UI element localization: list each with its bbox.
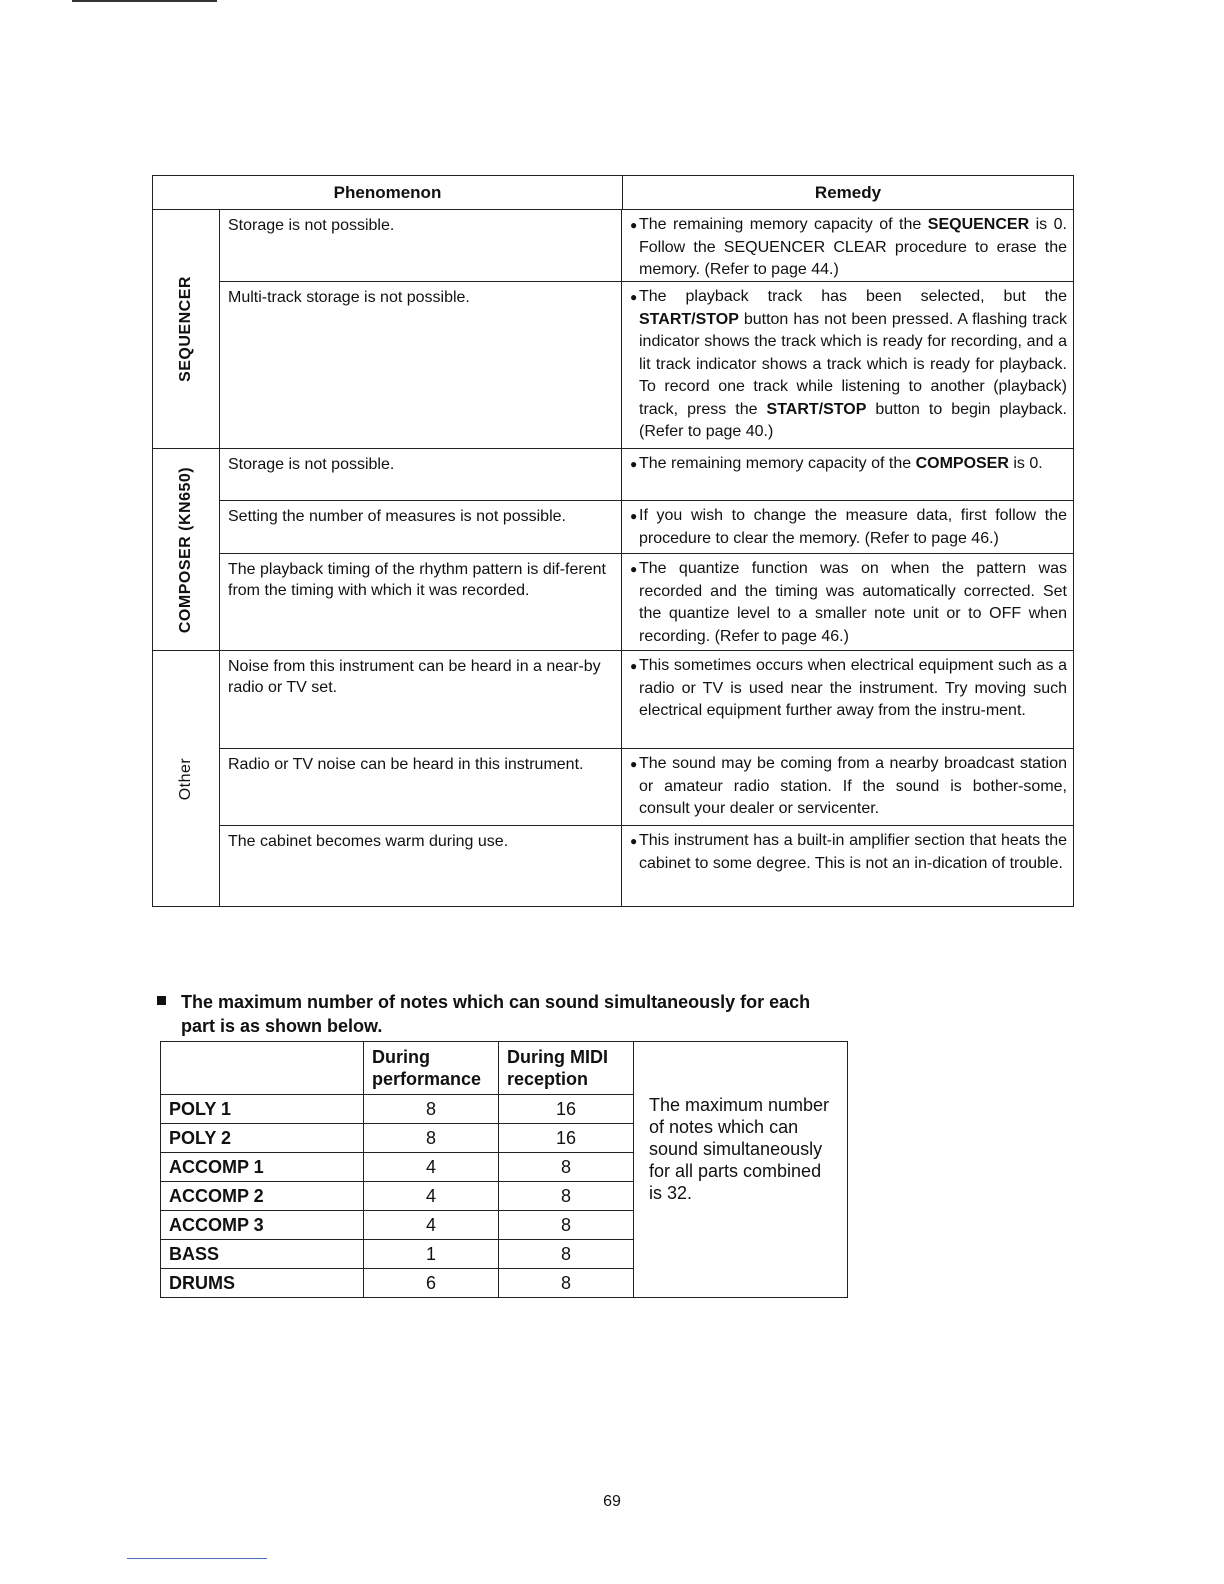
remedy-text: The remaining memory capacity of the: [639, 455, 916, 472]
part-name: ACCOMP 1: [161, 1153, 364, 1182]
remedy-cell: [622, 749, 1073, 825]
midi-value: 16: [499, 1124, 634, 1153]
table-row: [220, 210, 1073, 281]
phenomenon-cell: Radio or TV noise can be heard in this instrument.: [220, 749, 622, 825]
performance-header: During performance: [364, 1042, 499, 1095]
page-number: 69: [603, 1493, 621, 1510]
remedy-bold-text: COMPOSER: [915, 455, 1009, 472]
bullet-icon: ●: [630, 659, 638, 673]
remedy-cell: [622, 210, 1073, 281]
part-name: POLY 2: [161, 1124, 364, 1153]
remedy-cell: [622, 282, 1073, 448]
table-header: [152, 175, 1074, 210]
square-bullet-icon: [157, 996, 166, 1005]
performance-value: 4: [364, 1153, 499, 1182]
remedy-text: The quantize function was on when the pattern was recorded and the timing was automatically corrected. Set the quantize level to a smaller note unit or to OFF when recording. (Refer to page 46.): [639, 560, 1067, 645]
remedy-bold-text: START/STOP: [639, 310, 739, 328]
remedy-text: button has not been pressed. A flashing track indicator shows the track which is ready for recording, and a lit track indicator shows a track which is ready for playback. To record one track while listening to another (playback) track, press the: [639, 310, 1067, 418]
bullet-icon: ●: [630, 457, 638, 471]
remedy-cell: [622, 554, 1073, 650]
category-cell: [153, 449, 220, 650]
phenomenon-cell: Noise from this instrument can be heard in a near-by radio or TV set.: [220, 651, 622, 748]
part-name: BASS: [161, 1240, 364, 1269]
remedy-text: button to begin playback. (Refer to page 40.): [639, 400, 1067, 440]
phenomenon-header: Phenomenon: [153, 176, 623, 209]
remedy-text: is 0.: [1008, 455, 1043, 472]
remedy-cell: [622, 826, 1073, 906]
category-label-other: Other: [177, 757, 194, 800]
top-rule: [72, 0, 217, 2]
side-note: The maximum number of notes which can sound simultaneously for all parts combined is 32.: [634, 1042, 848, 1298]
performance-value: 4: [364, 1211, 499, 1240]
midi-value: 8: [499, 1240, 634, 1269]
performance-value: 8: [364, 1124, 499, 1153]
bullet-icon: ●: [630, 562, 638, 576]
notes-table: [160, 1041, 848, 1298]
notes-heading-line1: The maximum number of notes which can sound simultaneously for each: [181, 992, 811, 1012]
midi-value: 8: [499, 1269, 634, 1298]
notes-heading: [157, 990, 897, 1038]
midi-value: 8: [499, 1153, 634, 1182]
table-row: [220, 553, 1073, 650]
phenomenon-cell: Storage is not possible.: [220, 449, 622, 500]
midi-value: 8: [499, 1211, 634, 1240]
phenomenon-cell: The cabinet becomes warm during use.: [220, 826, 622, 906]
performance-value: 4: [364, 1182, 499, 1211]
remedy-cell: [622, 501, 1073, 553]
bullet-icon: ●: [630, 834, 638, 848]
category-cell: [153, 210, 220, 448]
bullet-icon: ●: [630, 757, 638, 771]
remedy-header: Remedy: [814, 182, 882, 202]
bullet-icon: ●: [630, 290, 638, 304]
part-name: ACCOMP 2: [161, 1182, 364, 1211]
phenomenon-cell: Setting the number of measures is not possible.: [220, 501, 622, 553]
empty-header-cell: [161, 1042, 364, 1095]
part-name: DRUMS: [161, 1269, 364, 1298]
group-composer: [152, 449, 1074, 651]
notes-header-row: [161, 1042, 848, 1095]
table-row: [220, 651, 1073, 748]
part-name: ACCOMP 3: [161, 1211, 364, 1240]
group-other: [152, 651, 1074, 907]
notes-heading-line2: part is as shown below.: [181, 1016, 383, 1036]
part-name: POLY 1: [161, 1095, 364, 1124]
remedy-text: If you wish to change the measure data, first follow the procedure to clear the memory. (Refer to page 46.): [639, 507, 1067, 547]
midi-value: 8: [499, 1182, 634, 1211]
performance-value: 6: [364, 1269, 499, 1298]
remedy-text: This instrument has a built-in amplifier section that heats the cabinet to some degree. This is not an in-dication of trouble.: [639, 832, 1067, 872]
phenomenon-cell: Storage is not possible.: [220, 210, 622, 281]
category-cell: [153, 651, 220, 906]
remedy-text: The playback track has been selected, but the: [639, 288, 1067, 305]
remedy-bold-text: START/STOP: [766, 400, 867, 418]
remedy-text: The remaining memory capacity of the: [639, 216, 928, 233]
midi-value: 16: [499, 1095, 634, 1124]
phenomenon-cell: Multi-track storage is not possible.: [220, 282, 622, 448]
group-sequencer: [152, 210, 1074, 449]
remedy-bold-text: SEQUENCER: [927, 216, 1030, 233]
table-row: [220, 748, 1073, 825]
table-row: [220, 449, 1073, 500]
table-row: [220, 281, 1073, 448]
remedy-text: The sound may be coming from a nearby broadcast station or amateur radio station. If the sound is bother-some, consult your dealer or servicenter.: [639, 755, 1067, 817]
category-label-composer: COMPOSER (KN650): [177, 466, 194, 633]
midi-header: During MIDI reception: [499, 1042, 634, 1095]
phenomenon-cell: The playback timing of the rhythm pattern is dif-ferent from the timing with which it was recorded.: [220, 554, 622, 650]
remedy-text: is 0. Follow the SEQUENCER CLEAR procedure to erase the memory. (Refer to page 44.): [639, 216, 1067, 278]
category-label-sequencer: SEQUENCER: [177, 276, 194, 382]
remedy-text: This sometimes occurs when electrical equipment such as a radio or TV is used near the instrument. Try moving such electrical equipment further away from the instru-ment.: [639, 657, 1067, 719]
bullet-icon: ●: [630, 509, 638, 523]
troubleshooting-table: [152, 175, 1074, 907]
performance-value: 1: [364, 1240, 499, 1269]
remedy-cell: [622, 449, 1073, 500]
bottom-rule: [127, 1558, 267, 1559]
remedy-cell: [622, 651, 1073, 748]
performance-value: 8: [364, 1095, 499, 1124]
table-row: [220, 825, 1073, 906]
bullet-icon: ●: [630, 218, 638, 232]
table-row: [220, 500, 1073, 553]
